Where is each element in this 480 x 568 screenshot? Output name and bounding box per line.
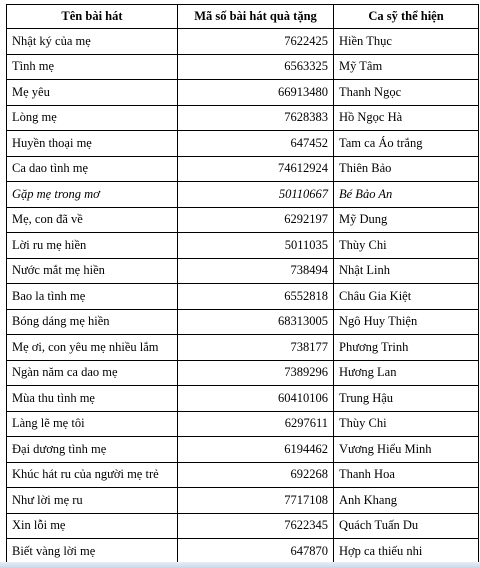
table-row — [7, 462, 479, 488]
song-title-cell: Mẹ yêu — [7, 80, 178, 106]
table-row — [7, 488, 479, 514]
song-title-cell: Mẹ ơi, con yêu mẹ nhiều lắm — [7, 335, 178, 361]
gift-code-cell: 74612924 — [178, 156, 334, 182]
song-title-cell: Nước mắt mẹ hiền — [7, 258, 178, 284]
song-gift-table-container — [6, 4, 478, 565]
gift-code-cell: 6552818 — [178, 284, 334, 310]
singer-cell: Châu Gia Kiệt — [334, 284, 479, 310]
singer-cell: Mỹ Tâm — [334, 54, 479, 80]
gift-code-cell: 5011035 — [178, 233, 334, 259]
singer-cell: Bé Bảo An — [334, 182, 479, 208]
window-bottom-edge — [0, 562, 480, 568]
singer-cell: Anh Khang — [334, 488, 479, 514]
song-title-cell: Bóng dáng mẹ hiền — [7, 309, 178, 335]
gift-code-cell: 7622425 — [178, 29, 334, 55]
gift-code-cell: 6297611 — [178, 411, 334, 437]
singer-cell: Hiền Thục — [334, 29, 479, 55]
table-row — [7, 29, 479, 55]
gift-code-cell: 6563325 — [178, 54, 334, 80]
song-title-cell: Biết vàng lời mẹ — [7, 539, 178, 565]
singer-cell: Hương Lan — [334, 360, 479, 386]
table-row — [7, 539, 479, 565]
table-row — [7, 386, 479, 412]
gift-code-cell: 647870 — [178, 539, 334, 565]
gift-code-cell: 647452 — [178, 131, 334, 157]
singer-cell: Thanh Hoa — [334, 462, 479, 488]
song-gift-table — [6, 4, 479, 565]
gift-code-cell: 66913480 — [178, 80, 334, 106]
header-singer: Ca sỹ thể hiện — [334, 5, 479, 29]
gift-code-cell: 7389296 — [178, 360, 334, 386]
singer-cell: Thùy Chi — [334, 233, 479, 259]
header-song-title: Tên bài hát — [7, 5, 178, 29]
singer-cell: Thanh Ngọc — [334, 80, 479, 106]
gift-code-cell: 7717108 — [178, 488, 334, 514]
gift-code-cell: 692268 — [178, 462, 334, 488]
table-row — [7, 284, 479, 310]
table-row — [7, 182, 479, 208]
singer-cell: Vương Hiểu Minh — [334, 437, 479, 463]
singer-cell: Tam ca Áo trắng — [334, 131, 479, 157]
table-header-row — [7, 5, 479, 29]
gift-code-cell: 6292197 — [178, 207, 334, 233]
gift-code-cell: 738177 — [178, 335, 334, 361]
song-title-cell: Đại dương tình mẹ — [7, 437, 178, 463]
gift-code-cell: 50110667 — [178, 182, 334, 208]
gift-code-cell: 68313005 — [178, 309, 334, 335]
song-title-cell: Bao la tình mẹ — [7, 284, 178, 310]
singer-cell: Thùy Chi — [334, 411, 479, 437]
table-row — [7, 54, 479, 80]
song-title-cell: Gặp mẹ trong mơ — [7, 182, 178, 208]
singer-cell: Mỹ Dung — [334, 207, 479, 233]
table-row — [7, 258, 479, 284]
gift-code-cell: 7628383 — [178, 105, 334, 131]
gift-code-cell: 60410106 — [178, 386, 334, 412]
song-title-cell: Lời ru mẹ hiền — [7, 233, 178, 259]
singer-cell: Hồ Ngọc Hà — [334, 105, 479, 131]
gift-code-cell: 738494 — [178, 258, 334, 284]
table-row — [7, 207, 479, 233]
singer-cell: Trung Hậu — [334, 386, 479, 412]
song-title-cell: Ca dao tình mẹ — [7, 156, 178, 182]
table-row — [7, 360, 479, 386]
singer-cell: Hợp ca thiếu nhi — [334, 539, 479, 565]
table-row — [7, 411, 479, 437]
table-row — [7, 131, 479, 157]
table-row — [7, 309, 479, 335]
song-title-cell: Mẹ, con đã về — [7, 207, 178, 233]
singer-cell: Thiên Bảo — [334, 156, 479, 182]
singer-cell: Quách Tuấn Du — [334, 513, 479, 539]
table-row — [7, 80, 479, 106]
table-row — [7, 156, 479, 182]
song-title-cell: Ngàn năm ca dao mẹ — [7, 360, 178, 386]
singer-cell: Ngô Huy Thiện — [334, 309, 479, 335]
table-row — [7, 335, 479, 361]
singer-cell: Nhật Linh — [334, 258, 479, 284]
table-body — [7, 29, 479, 565]
song-title-cell: Mùa thu tình mẹ — [7, 386, 178, 412]
singer-cell: Phương Trinh — [334, 335, 479, 361]
gift-code-cell: 6194462 — [178, 437, 334, 463]
song-title-cell: Làng lẽ mẹ tôi — [7, 411, 178, 437]
song-title-cell: Xin lỗi mẹ — [7, 513, 178, 539]
song-title-cell: Nhật ký của mẹ — [7, 29, 178, 55]
table-row — [7, 513, 479, 539]
song-title-cell: Khúc hát ru của người mẹ trẻ — [7, 462, 178, 488]
table-row — [7, 105, 479, 131]
gift-code-cell: 7622345 — [178, 513, 334, 539]
song-title-cell: Lòng mẹ — [7, 105, 178, 131]
song-title-cell: Như lời mẹ ru — [7, 488, 178, 514]
song-title-cell: Tình mẹ — [7, 54, 178, 80]
table-row — [7, 233, 479, 259]
table-row — [7, 437, 479, 463]
song-title-cell: Huyền thoại mẹ — [7, 131, 178, 157]
header-gift-code: Mã số bài hát quà tặng — [178, 5, 334, 29]
